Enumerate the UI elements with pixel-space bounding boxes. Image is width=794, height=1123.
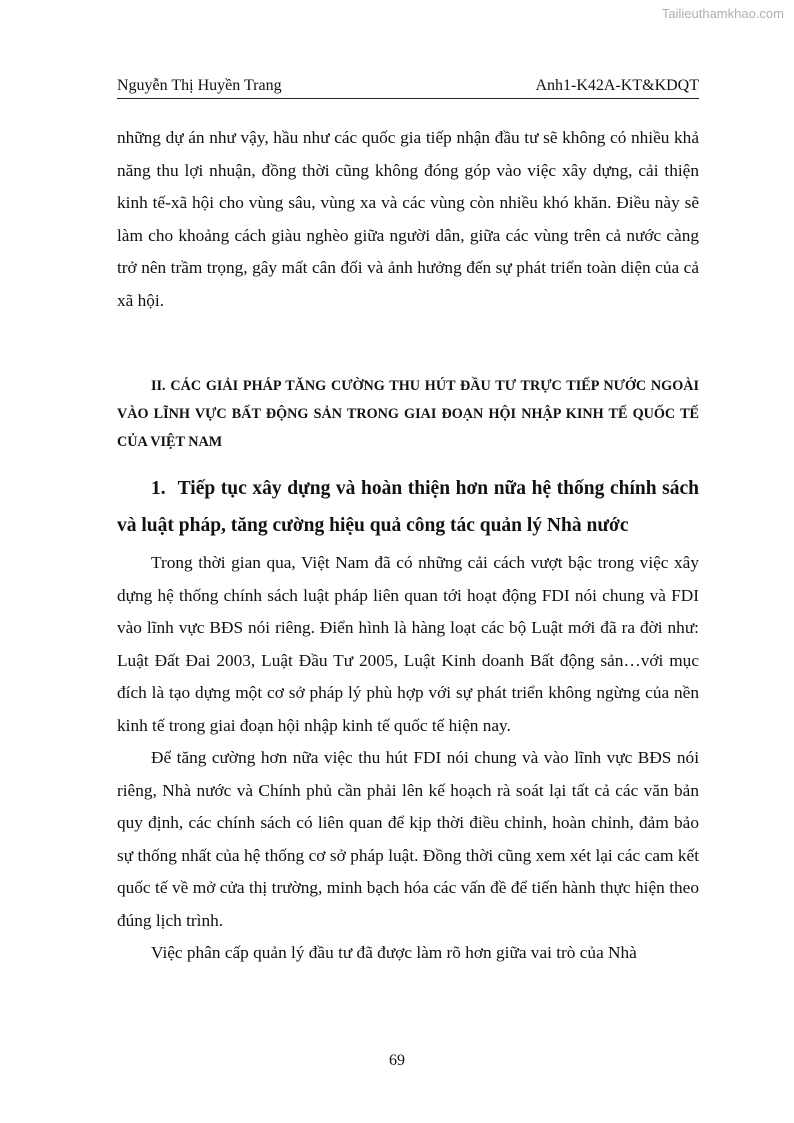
page-header — [117, 77, 699, 97]
header-author: Nguyễn Thị Huyền Trang — [117, 77, 282, 94]
paragraph: Trong thời gian qua, Việt Nam đã có những cải cách vượt bậc trong việc xây dựng hệ thống chính sách luật pháp liên quan tới hoạt động FDI nói chung và FDI vào lĩnh vực BĐS nói riêng. Điển hình là hàng loạt các bộ Luật mới đã ra đời như: Luật Đất Đai 2003, Luật Đầu Tư 2005, Luật Kinh doanh Bất động sản…với mục đích là tạo dựng một cơ sở pháp lý phù hợp với sự phát triển không ngừng của nền kinh tế trong giai đoạn hội nhập kinh tế quốc tế hiện nay. — [117, 553, 699, 735]
paragraph: Việc phân cấp quản lý đầu tư đã được làm rõ hơn giữa vai trò của Nhà — [151, 943, 637, 962]
header-class-code: Anh1-K42A-KT&KDQT — [535, 77, 699, 94]
watermark: Tailieuthamkhao.com — [661, 6, 784, 21]
header-rule — [117, 98, 699, 99]
section-heading: II. CÁC GIẢI PHÁP TĂNG CƯỜNG THU HÚT ĐẦU TƯ TRỰC TIẾP NƯỚC NGOÀI VÀO LĨNH VỰC BẤT ĐỘNG SẢN TRONG GIAI ĐOẠN HỘI NHẬP KINH TẾ QUỐC TẾ CỦA VIỆT NAM — [117, 378, 699, 450]
page-number: 69 — [389, 1052, 405, 1069]
subsection-title: Tiếp tục xây dựng và hoàn thiện hơn nữa hệ thống chính sách và luật pháp, tăng cường hiệu quả công tác quản lý Nhà nước — [117, 478, 699, 536]
subsection-number: 1. — [151, 478, 166, 499]
subsection-heading — [117, 470, 699, 544]
continued-paragraph: những dự án như vậy, hầu như các quốc gia tiếp nhận đầu tư sẽ không có nhiều khả năng thu lợi nhuận, đồng thời cũng không đóng góp vào việc xây dựng, cải thiện kinh tế-xã hội cho vùng sâu, vùng xa và các vùng còn nhiều khó khăn. Điều này sẽ làm cho khoảng cách giàu nghèo giữa người dân, giữa các vùng trên cả nước càng trở nên trầm trọng, gây mất cân đối và ảnh hưởng đến sự phát triển toàn diện của cả xã hội. — [117, 128, 699, 310]
paragraph: Để tăng cường hơn nữa việc thu hút FDI nói chung và vào lĩnh vực BĐS nói riêng, Nhà nước và Chính phủ cần phải lên kế hoạch rà soát lại tất cả các văn bản quy định, các chính sách có liên quan để kịp thời điều chỉnh, hoàn chỉnh, đảm bảo sự thống nhất của hệ thống cơ sở pháp luật. Đồng thời cũng xem xét lại các cam kết quốc tế về mở cửa thị trường, minh bạch hóa các vấn đề để tiến hành thực hiện theo đúng lịch trình. — [117, 748, 699, 930]
body-paragraphs — [117, 547, 699, 970]
